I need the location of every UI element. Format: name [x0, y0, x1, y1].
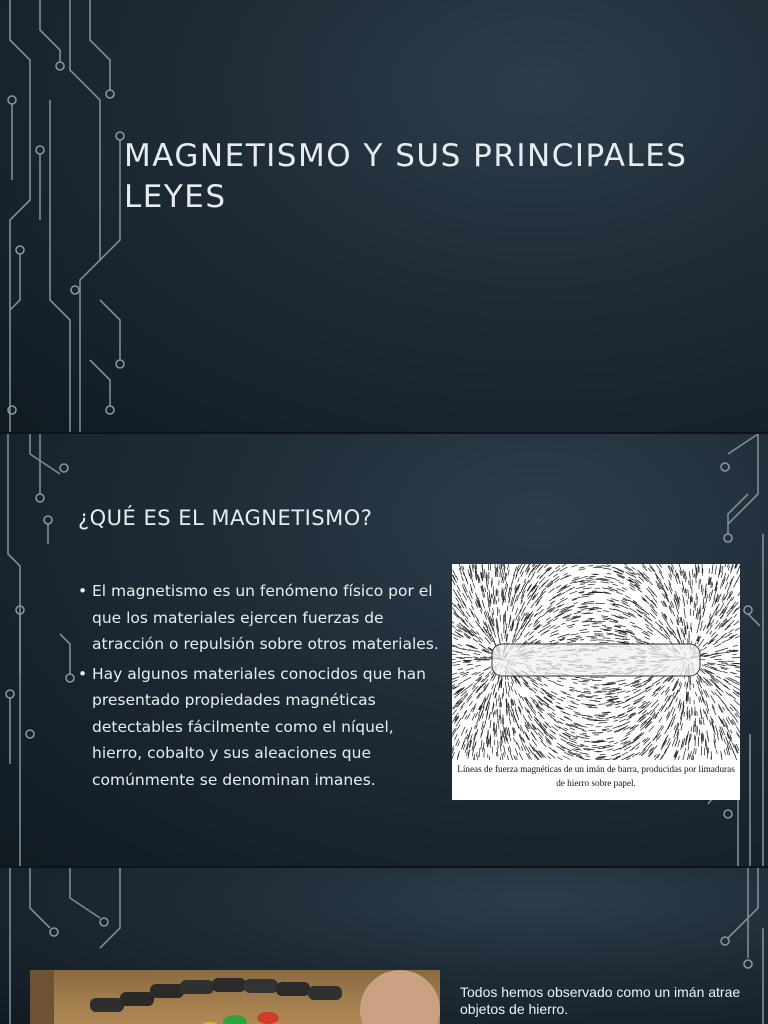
bullet-list [78, 578, 446, 796]
iron-filings-image [452, 564, 740, 760]
slide-magnet-attraction [0, 868, 768, 1024]
slide-what-is-magnetism [0, 434, 768, 866]
figure-caption: Líneas de fuerza magnéticas de un imán de barra, producidas por limaduras de hierro sobre papel. [457, 764, 735, 788]
page-title: MAGNETISMO Y SUS PRINCIPALES LEYES [124, 138, 688, 215]
bullet-item: • Hay algunos materiales conocidos que han presentado propiedades magnéticas detectables fácilmente como el níquel, hierro, cobalto y sus aleaciones que comúnmente se denominan imanes. [78, 661, 446, 794]
section-title: ¿QUÉ ES EL MAGNETISMO? [78, 506, 373, 530]
magnets-photo [30, 970, 440, 1024]
bar-magnet [492, 644, 700, 676]
bullet-item: • El magnetismo es un fenómeno físico por el que los materiales ejercen fuerzas de atracción o repulsión sobre otros materiales. [78, 578, 446, 658]
magnetic-field-figure [452, 564, 740, 800]
body-text: Todos hemos observado como un imán atrae objetos de hierro. [460, 984, 741, 1017]
slide-title [0, 0, 768, 432]
circuit-decoration-left [0, 434, 80, 866]
circuit-decoration-left [0, 0, 140, 432]
